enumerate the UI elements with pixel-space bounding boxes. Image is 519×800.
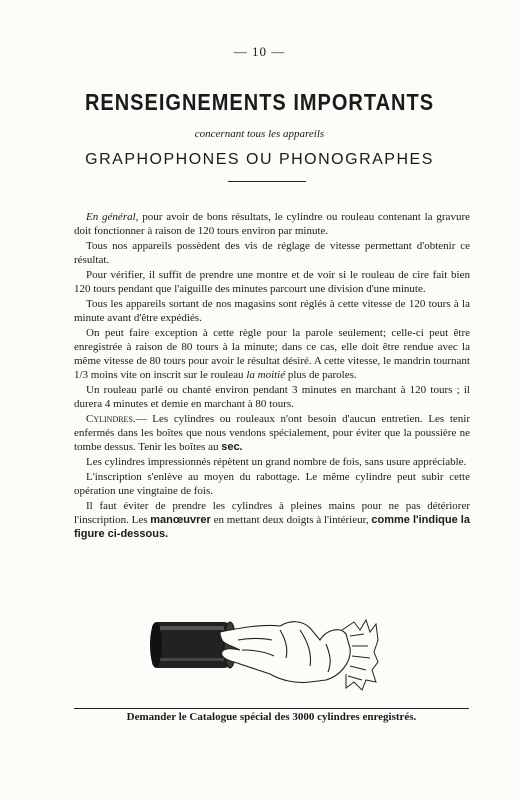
page-number: — 10 — (233, 44, 286, 59)
paragraph-5-end: plus de paroles. (285, 369, 357, 381)
section-heading: GRAPHOPHONES OU PHONOGRAPHES (85, 151, 434, 168)
paragraph-3: Pour vérifier, il suffit de prendre une montre et de voir si le rouleau de cire fait bien 120 tours pendant que l'aiguille des minutes parcourt une division d'une minute. (74, 269, 470, 295)
paragraph-9: L'inscription s'enlève au moyen du rabottage. Le même cylindre peut subir cette opération une vingtaine de fois. (74, 471, 470, 497)
footer-note: Demander le Catalogue spécial des 3000 cylindres enregistrés. (126, 711, 417, 723)
paragraph-1-text: pour avoir de bons résultats, le cylindre ou rouleau contenant la gravure doit fonctionner à raison de 120 tours environ par minute. (74, 211, 470, 237)
title-rule (228, 181, 306, 182)
paragraph-5 (74, 326, 470, 382)
footer-rule (74, 708, 469, 709)
paragraph-6: Un rouleau parlé ou chanté environ pendant 3 minutes en marchant à 120 tours ; il durera 4 minutes et demie en marchant à 80 tours. (74, 384, 470, 410)
paragraph-4: Tous les appareils sortant de nos magasins sont réglés à cette vitesse de 120 tours à la minute avant d'être expédiés. (74, 298, 470, 324)
paragraph-7 (74, 412, 470, 454)
body-text (74, 210, 470, 542)
paragraph-7-emphasis: sec. (221, 441, 243, 453)
cylinder-icon (150, 622, 236, 668)
paragraph-2: Tous nos appareils possèdent des vis de réglage de vitesse permettant d'obtenir ce résultat. (74, 240, 470, 266)
hand-cylinder-illustration (150, 600, 380, 700)
page-title: RENSEIGNEMENTS IMPORTANTS (84, 90, 435, 116)
paragraph-1-lead: En général, (86, 211, 139, 223)
paragraph-5-emphasis: la moitié (246, 369, 286, 381)
paragraph-10-text: Il faut éviter de prendre les cylindres à pleines mains pour ne pas détériorer l'inscription. Les (74, 500, 470, 526)
paragraph-10-mid: en mettant deux doigts à l'intérieur, (210, 514, 372, 526)
paragraph-10-emphasis: manœuvrer (150, 514, 211, 526)
hand-icon (220, 622, 350, 683)
paragraph-8: Les cylindres impressionnés répètent un grand nombre de fois, sans usure appréciable. (86, 456, 467, 468)
paragraph-5-text: On peut faire exception à cette règle pour la parole seulement; celle-ci peut être enregistrée à raison de 80 tours à la minute; dans ce cas, elle doit être rendue avec la même vitesse de 80 tours pour avoir le résultat désiré. A cette vitesse, le mandrin tournant 1/3 moins vite on inscrit sur le rouleau (74, 327, 470, 381)
paragraph-7-lead: Cylindres. (86, 413, 136, 425)
paragraph-1 (74, 210, 470, 238)
paragraph-10 (74, 499, 470, 541)
paragraph-10-end: comme l'indique la figure ci-dessous. (74, 514, 470, 540)
paragraph-7-text: — Les cylindres ou rouleaux n'ont besoin d'aucun entretien. Les tenir enfermés dans les boîtes que nous vendons spécialement, pour éviter que la poussière ne tombe dessus. Tenir les boîtes au (74, 413, 470, 453)
page-subtitle: concernant tous les appareils (194, 128, 325, 140)
